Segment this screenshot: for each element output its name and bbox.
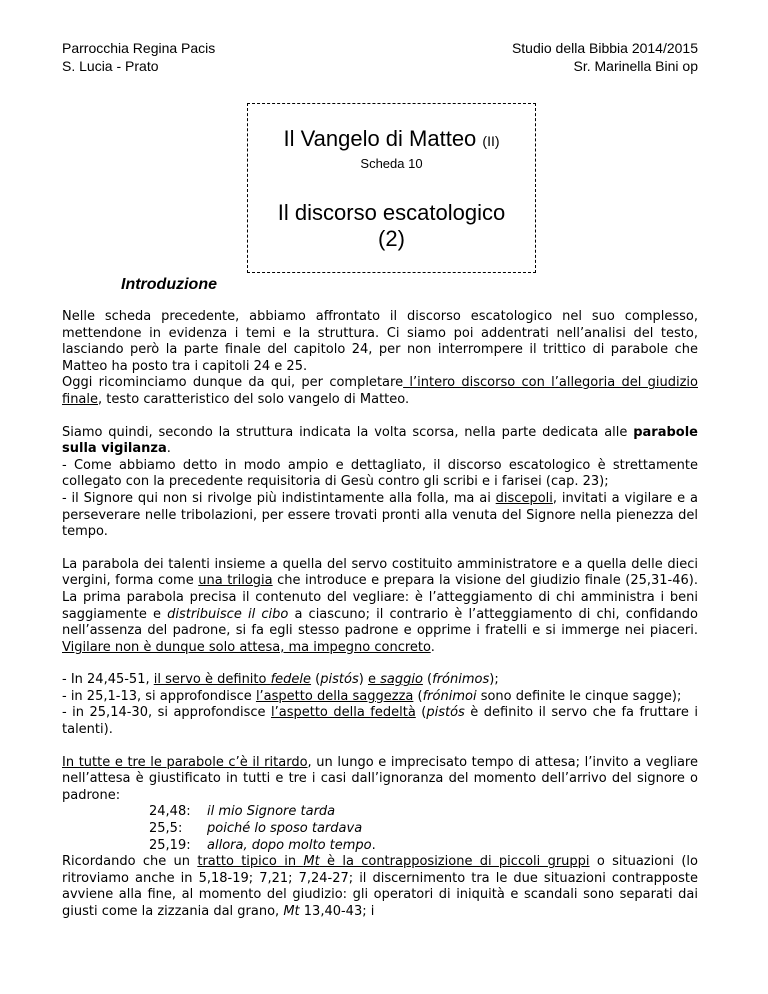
- header-left: [62, 39, 215, 75]
- parish-location: S. Lucia - Prato: [62, 58, 159, 74]
- paragraph-1: Nelle scheda precedente, abbiamo affrontato il discorso escatologico nel suo complesso, mettendone in evidenza i temi e la struttura. Ci siamo poi addentrati nell’analisi del testo, lasciando però la parte finale del capitolo 24, per non interrompere il trittico di parabole che Matteo ha posto tra i capitoli 24 e 25. Oggi ricominciamo dunque da qui, per completare l’intero discorso con l’allegoria del giudizio finale, testo caratteristico del solo vangelo di Matteo.: [62, 309, 698, 407]
- topic-title: Il discorso escatologico (2): [277, 200, 506, 251]
- reference-item: 24,48: il mio Signore tarda: [149, 804, 336, 820]
- section-heading: Introduzione: [121, 276, 217, 293]
- reference-item: 25,5: poiché lo sposo tardava: [149, 821, 363, 837]
- title-box: [247, 103, 536, 273]
- paragraph-3: La parabola dei talenti insieme a quella del servo costituito amministratore e a quella delle dieci vergini, forma come una trilogia che introduce e prepara la visione del giudizio finale (25,31-46). La prima parabola precisa il contenuto del vegliare: è l’atteggiamento di chi amministra i beni saggiamente e distribuisce il cibo a ciascuno; il contrario è l’atteggiamento di chi, confidando nell’assenza del padrone, si fa egli stesso padrone e opprime i fratelli e si immerge nei piaceri. Vigilare non è dunque solo attesa, ma impegno concreto.: [62, 556, 698, 655]
- paragraph-6: Ricordando che un tratto tipico in Mt è la contrapposizione di piccoli gruppi o situazioni (lo ritroviamo anche in 5,18-19; 7,21; 7,24-27; il discernimento tra le due situazioni contrapposte avviene alla fine, al momento del giudizio: gli operatori di iniquità e scandali sono separati dai giusti come la zizzania dal grano, Mt 13,40-43; i: [62, 854, 698, 919]
- course-name: Studio della Bibbia 2014/2015: [511, 40, 698, 56]
- body-text: [62, 309, 698, 921]
- header-right: [512, 39, 698, 75]
- sheet-number: Scheda 10: [360, 156, 423, 171]
- paragraph-2: Siamo quindi, secondo la struttura indicata la volta scorsa, nella parte dedicata alle parabole sulla vigilanza. - Come abbiamo detto in modo ampio e dettagliato, il discorso escatologico è strettamente collegato con la precedente requisitoria di Gesù contro gli scribi e i farisei (cap. 23); - il Signore qui non si rivolge più indistintamente alla folla, ma ai discepoli, invitati a vigilare e a perseverare nelle tribolazioni, per essere trovati pronti alla venuta del Signore nella pienezza del tempo.: [62, 424, 698, 540]
- paragraph-4: - In 24,45-51, il servo è definito fedele (pistós) e saggio (frónimos); - in 25,1-13, si approfondisce l’aspetto della saggezza (frónimoi sono definite le cinque sagge); - in 25,14-30, si approfondisce l’aspetto della fedeltà (pistós è definito il servo che fa fruttare i talenti).: [62, 672, 698, 738]
- paragraph-5: In tutte e tre le parabole c’è il ritardo, un lungo e imprecisato tempo di attesa; l’invito a vegliare nell’attesa è giustificato in tutti e tre i casi dall’ignoranza del momento dell’arrivo del signore o padrone:: [62, 754, 698, 803]
- parish-name: Parrocchia Regina Pacis: [62, 40, 216, 56]
- document-title: Il Vangelo di Matteo (II): [283, 126, 500, 151]
- reference-item: 25,19: allora, dopo molto tempo.: [149, 837, 376, 853]
- title-part: (II): [482, 133, 500, 149]
- author-name: Sr. Marinella Bini op: [573, 58, 698, 74]
- reference-list: [62, 804, 698, 854]
